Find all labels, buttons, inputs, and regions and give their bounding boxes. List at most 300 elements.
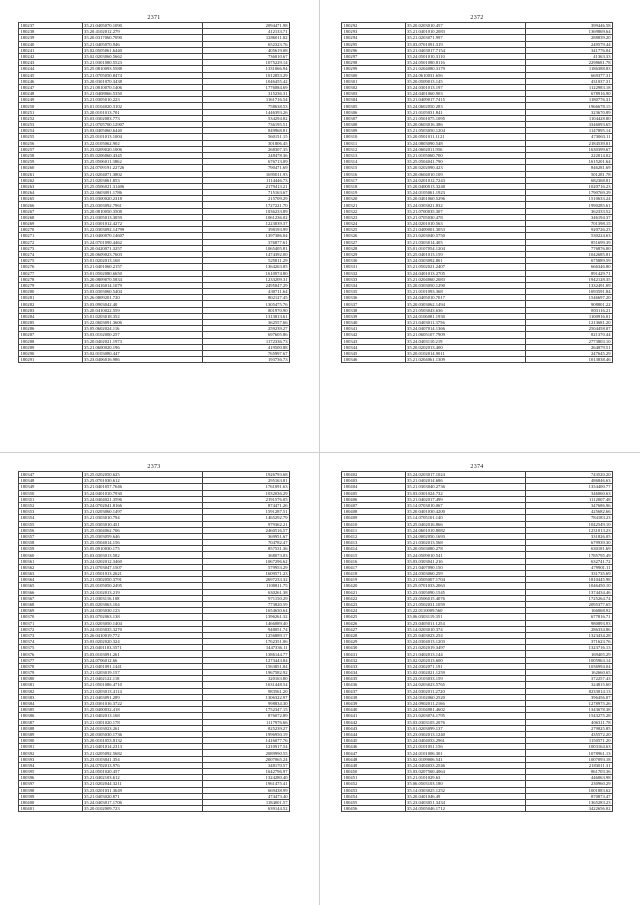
code-cell: 35.24.0301013.197 bbox=[405, 84, 526, 90]
record-number-cell: 180311 bbox=[342, 140, 406, 146]
record-number-cell: 180358 bbox=[19, 540, 83, 546]
code-cell: 35.20.0603016.386 bbox=[405, 122, 526, 128]
record-number-cell: 180366 bbox=[19, 589, 83, 595]
code-cell: 35.21.0705700.12907 bbox=[82, 122, 203, 128]
record-number-cell: 180327 bbox=[342, 239, 406, 245]
code-cell: 35.20.0102014.9011 bbox=[405, 350, 526, 356]
data-table bbox=[18, 22, 290, 363]
amount-cell: 1042549.10 bbox=[526, 521, 613, 527]
amount-cell: 736195.51 bbox=[203, 122, 290, 128]
record-number-cell: 180373 bbox=[19, 632, 83, 638]
amount-cell: 1967582.92 bbox=[203, 670, 290, 676]
code-cell: 35.21.0501075.1095 bbox=[405, 115, 526, 121]
record-number-cell: 180254 bbox=[19, 128, 83, 134]
amount-cell: 1061236.02 bbox=[203, 214, 290, 220]
code-cell: 35.21.0402013.168 bbox=[82, 713, 203, 719]
code-cell: 35.05.0910030.175 bbox=[82, 546, 203, 552]
amount-cell: 347686.96 bbox=[526, 502, 613, 508]
amount-cell: 346194.37 bbox=[526, 214, 613, 220]
code-cell: 35.20.0202090.423 bbox=[405, 165, 526, 171]
code-cell: 35.23.0201031.3649 bbox=[82, 787, 203, 793]
amount-cell: 1078961.13 bbox=[526, 750, 613, 756]
amount-cell: 1184001.57 bbox=[203, 799, 290, 805]
amount-cell: 1256889.17 bbox=[203, 632, 290, 638]
amount-cell: 765997.67 bbox=[203, 350, 290, 356]
amount-cell: 983561.20 bbox=[203, 688, 290, 694]
record-number-cell: 180405 bbox=[342, 490, 406, 496]
amount-cell: 1761091.63 bbox=[203, 484, 290, 490]
record-number-cell: 180434 bbox=[342, 670, 406, 676]
code-cell: 35.21.0405070.946 bbox=[82, 41, 203, 47]
record-number-cell: 180364 bbox=[19, 577, 83, 583]
record-number-cell: 180268 bbox=[19, 214, 83, 220]
code-cell: 35.21.0402103.612 bbox=[82, 775, 203, 781]
code-cell: 35.23.0301016.3722 bbox=[82, 700, 203, 706]
code-cell: 35.21.0405070.1090 bbox=[82, 23, 203, 29]
record-number-cell: 180415 bbox=[342, 552, 406, 558]
amount-cell: 1810445.98 bbox=[526, 577, 613, 583]
code-cell: 35.21.0303116.108 bbox=[82, 595, 203, 601]
record-number-cell: 180413 bbox=[342, 540, 406, 546]
amount-cell: 166068.92 bbox=[526, 608, 613, 614]
record-number-cell: 180374 bbox=[19, 639, 83, 645]
code-cell: 35.21.0402017.499 bbox=[405, 496, 526, 502]
record-number-cell: 180262 bbox=[19, 177, 83, 183]
record-number-cell: 180381 bbox=[19, 682, 83, 688]
code-cell: 35.21.0502031.1059 bbox=[405, 601, 526, 607]
record-number-cell: 180334 bbox=[342, 282, 406, 288]
amount-cell: 435572.20 bbox=[526, 731, 613, 737]
code-cell: 35.03.0303060.5404 bbox=[82, 289, 203, 295]
amount-cell: 1343678.38 bbox=[526, 707, 613, 713]
code-cell: 35.21.0204071.3802 bbox=[82, 171, 203, 177]
amount-cell: 362557.66 bbox=[203, 320, 290, 326]
amount-cell: 2094471.98 bbox=[203, 23, 290, 29]
record-number-cell: 180425 bbox=[342, 614, 406, 620]
record-number-cell: 180240 bbox=[19, 41, 83, 47]
code-cell: 35.25.0105050.2495 bbox=[82, 583, 203, 589]
code-cell: 35.23.0303092.7961 bbox=[82, 202, 203, 208]
amount-cell: 1122983.18 bbox=[526, 84, 613, 90]
record-number-cell: 180371 bbox=[19, 620, 83, 626]
code-cell: 35.21.0302050.3791 bbox=[82, 577, 203, 583]
record-number-cell: 180388 bbox=[19, 725, 83, 731]
amount-cell: 920726.23 bbox=[526, 227, 613, 233]
code-cell: 35.21.0403020.871 bbox=[82, 793, 203, 799]
amount-cell: 1117976.66 bbox=[203, 719, 290, 725]
code-cell: 35.20.0420071.3257 bbox=[82, 245, 203, 251]
code-cell: 35.24.0505046.1712 bbox=[405, 806, 526, 812]
document-panel bbox=[18, 463, 290, 812]
code-cell: 35.24.0104081.4602 bbox=[405, 707, 526, 713]
code-cell: 35.25.0303010.451 bbox=[82, 521, 203, 527]
amount-cell: 288839.20 bbox=[526, 35, 613, 41]
amount-cell: 874471.26 bbox=[203, 502, 290, 508]
code-cell: 35.03.0202020.324 bbox=[82, 639, 203, 645]
code-cell: 35.24.0401013.2705 bbox=[405, 270, 526, 276]
code-cell: 35.24.0201012.7243 bbox=[405, 177, 526, 183]
record-number-cell: 180416 bbox=[342, 558, 406, 564]
code-cell: 35.03.0207560.4064 bbox=[405, 769, 526, 775]
record-number-cell: 180318 bbox=[342, 183, 406, 189]
code-cell: 35.24.0002050.1693 bbox=[405, 533, 526, 539]
record-number-cell: 180361 bbox=[19, 558, 83, 564]
amount-cell: 399446.58 bbox=[526, 23, 613, 29]
code-cell: 35.14.0703010.067 bbox=[405, 502, 526, 508]
record-number-cell: 180270 bbox=[19, 227, 83, 233]
amount-cell: 1042685.81 bbox=[526, 251, 613, 257]
record-number-cell: 180402 bbox=[342, 472, 406, 478]
amount-cell: 1727221.70 bbox=[203, 202, 290, 208]
record-number-cell: 180429 bbox=[342, 639, 406, 645]
amount-cell: 876072.89 bbox=[203, 713, 290, 719]
amount-cell: 1180776.31 bbox=[526, 97, 613, 103]
code-cell: 35.24.0401060.903 bbox=[405, 91, 526, 97]
code-cell: 35.24.0303030.123 bbox=[82, 608, 203, 614]
record-number-cell: 180365 bbox=[19, 583, 83, 589]
amount-cell: 891429.71 bbox=[526, 270, 613, 276]
amount-cell: 1776084.69 bbox=[203, 84, 290, 90]
code-cell: 35.23.0305090.1545 bbox=[405, 589, 526, 595]
amount-cell: 1067296.62 bbox=[203, 558, 290, 564]
code-cell: 35.02.0109006.541 bbox=[405, 756, 526, 762]
amount-cell: 1465292.79 bbox=[203, 515, 290, 521]
record-number-cell: 180317 bbox=[342, 177, 406, 183]
amount-cell: 1364263.85 bbox=[203, 264, 290, 270]
amount-cell: 825239.27 bbox=[203, 725, 290, 731]
record-number-cell: 180326 bbox=[342, 233, 406, 239]
amount-cell: 979362.21 bbox=[203, 521, 290, 527]
code-cell: 35.02.0202013.600 bbox=[405, 657, 526, 663]
code-cell: 35.24.0203023.5765 bbox=[405, 682, 526, 688]
amount-cell: 1961475.41 bbox=[203, 781, 290, 787]
code-cell: 35.24.0302011.2720 bbox=[405, 688, 526, 694]
amount-cell: 1591287.51 bbox=[203, 509, 290, 515]
code-cell: 35.24.0501080.8116 bbox=[405, 60, 526, 66]
table-row bbox=[342, 806, 613, 812]
record-number-cell: 180263 bbox=[19, 183, 83, 189]
record-number-cell: 180410 bbox=[342, 521, 406, 527]
code-cell: 35.21.0403091.289 bbox=[82, 694, 203, 700]
code-cell: 35.01.0104020.3102 bbox=[82, 103, 203, 109]
amount-cell: 1610974.80 bbox=[203, 270, 290, 276]
code-cell: 35.02.0302021.1259 bbox=[405, 670, 526, 676]
record-number-cell: 180431 bbox=[342, 651, 406, 657]
record-number-cell: 180447 bbox=[342, 750, 406, 756]
amount-cell: 998834.30 bbox=[203, 700, 290, 706]
amount-cell: 1396261.32 bbox=[203, 614, 290, 620]
record-number-cell: 180256 bbox=[19, 140, 83, 146]
code-cell: 35.21.0303014.405 bbox=[405, 239, 526, 245]
amount-cell: 473063.11 bbox=[526, 134, 613, 140]
amount-cell: 1223039.37 bbox=[203, 221, 290, 227]
record-number-cell: 180442 bbox=[342, 719, 406, 725]
code-cell: 35.21.0101093.368 bbox=[405, 289, 526, 295]
code-cell: 35.21.0203071.997 bbox=[405, 35, 526, 41]
amount-cell: 2697233.32 bbox=[203, 577, 290, 583]
amount-cell: 1332491.09 bbox=[526, 282, 613, 288]
record-number-cell: 180414 bbox=[342, 546, 406, 552]
code-cell: 35.26.0809201.720 bbox=[82, 295, 203, 301]
record-number-cell: 180307 bbox=[342, 115, 406, 121]
code-cell: 35.21.0408066.5350 bbox=[82, 91, 203, 97]
record-number-cell: 180393 bbox=[19, 756, 83, 762]
amount-cell: 1966678.15 bbox=[526, 103, 613, 109]
code-cell: 35.21.0705050.8474 bbox=[82, 72, 203, 78]
code-cell: 35.24.0702013.976 bbox=[82, 762, 203, 768]
record-number-cell: 180379 bbox=[19, 670, 83, 676]
record-number-cell: 180258 bbox=[19, 152, 83, 158]
amount-cell: 1114446.73 bbox=[203, 177, 290, 183]
record-number-cell: 180340 bbox=[342, 320, 406, 326]
code-cell: 35.21.0400070.14607 bbox=[82, 233, 203, 239]
code-cell: 35.03.0301024.732 bbox=[405, 490, 526, 496]
amount-cell: 2773803.10 bbox=[526, 338, 613, 344]
amount-cell: 1210917.54 bbox=[203, 744, 290, 750]
record-number-cell: 180391 bbox=[19, 744, 83, 750]
code-cell: 35.21.0105060.700 bbox=[405, 152, 526, 158]
code-cell: 35.21.0403017.7154 bbox=[405, 47, 526, 53]
code-cell: 35.21.0600020.196 bbox=[82, 344, 203, 350]
record-number-cell: 180398 bbox=[19, 787, 83, 793]
code-cell: 35.25.0810093.5588 bbox=[82, 66, 203, 72]
record-number-cell: 180396 bbox=[19, 775, 83, 781]
amount-cell: 268307.35 bbox=[203, 146, 290, 152]
amount-cell: 1474392.00 bbox=[203, 251, 290, 257]
amount-cell: 1631448.54 bbox=[203, 682, 290, 688]
record-number-cell: 180357 bbox=[19, 533, 83, 539]
record-number-cell: 180267 bbox=[19, 208, 83, 214]
record-number-cell: 180348 bbox=[19, 478, 83, 484]
amount-cell: 264879.51 bbox=[526, 344, 613, 350]
code-cell: 35.24.0501010.3110 bbox=[405, 53, 526, 59]
code-cell: 35.23.0209020.1006 bbox=[82, 146, 203, 152]
amount-cell: 861703.36 bbox=[526, 769, 613, 775]
amount-cell: 715163.67 bbox=[203, 190, 290, 196]
code-cell: 35.21.0305010.223 bbox=[82, 97, 203, 103]
amount-cell: 697605.86 bbox=[203, 332, 290, 338]
record-number-cell: 180320 bbox=[342, 196, 406, 202]
record-number-cell: 180282 bbox=[19, 301, 83, 307]
code-cell: 35.21.0204080.3179 bbox=[405, 66, 526, 72]
record-number-cell: 180288 bbox=[19, 338, 83, 344]
code-cell: 35.25.0401013.159 bbox=[405, 251, 526, 257]
code-cell: 35.21.0204061.1309 bbox=[405, 357, 526, 363]
code-cell: 35.24.0404033.2546 bbox=[405, 762, 526, 768]
amount-cell: 1642796.97 bbox=[203, 769, 290, 775]
code-cell: 35.05.0206060.4345 bbox=[82, 152, 203, 158]
amount-cell: 1323716.13 bbox=[526, 645, 613, 651]
record-number-cell: 180403 bbox=[342, 478, 406, 484]
code-cell: 35.21.0204060.2083 bbox=[405, 276, 526, 282]
amount-cell: 348170.57 bbox=[203, 762, 290, 768]
code-cell: 35.20.0203010.457 bbox=[405, 23, 526, 29]
code-cell: 35.24.0203017.1024 bbox=[405, 472, 526, 478]
record-number-cell: 180345 bbox=[342, 350, 406, 356]
amount-cell: 849968.81 bbox=[203, 128, 290, 134]
amount-cell: 784183.23 bbox=[526, 515, 613, 521]
record-number-cell: 180432 bbox=[342, 657, 406, 663]
amount-cell: 675889.59 bbox=[526, 258, 613, 264]
record-number-cell: 180302 bbox=[342, 84, 406, 90]
record-number-cell: 180423 bbox=[342, 601, 406, 607]
code-cell: 35.21.0409017.7415 bbox=[405, 97, 526, 103]
record-number-cell: 180241 bbox=[19, 47, 83, 53]
record-number-cell: 180274 bbox=[19, 251, 83, 257]
code-cell: 35.21.0301080.5523 bbox=[82, 60, 203, 66]
amount-cell: 821370.44 bbox=[526, 332, 613, 338]
record-number-cell: 180453 bbox=[342, 787, 406, 793]
code-cell: 35.21.0403011.3756 bbox=[405, 320, 526, 326]
record-number-cell: 180352 bbox=[19, 502, 83, 508]
record-number-cell: 180407 bbox=[342, 502, 406, 508]
record-number-cell: 180422 bbox=[342, 595, 406, 601]
record-number-cell: 180278 bbox=[19, 276, 83, 282]
amount-cell: 1007093.18 bbox=[526, 756, 613, 762]
amount-cell: 324815.60 bbox=[526, 682, 613, 688]
record-number-cell: 180342 bbox=[342, 332, 406, 338]
amount-cell: 323670.89 bbox=[526, 109, 613, 115]
code-cell: 35.25.0303059.646 bbox=[82, 533, 203, 539]
amount-cell: 803116.21 bbox=[526, 307, 613, 313]
amount-cell: 1695011.93 bbox=[203, 171, 290, 177]
record-number-cell: 180430 bbox=[342, 645, 406, 651]
record-number-cell: 180237 bbox=[19, 23, 83, 29]
code-cell: 35.24.0401010.7930 bbox=[82, 490, 203, 496]
amount-cell: 1446393.26 bbox=[203, 109, 290, 115]
amount-cell: 790471.69 bbox=[203, 165, 290, 171]
record-number-cell: 180449 bbox=[342, 762, 406, 768]
code-cell: 35.20.0410022.559 bbox=[82, 307, 203, 313]
record-number-cell: 180369 bbox=[19, 608, 83, 614]
code-cell: 35.02.0203060.5662 bbox=[82, 53, 203, 59]
amount-cell: 1172336.73 bbox=[203, 338, 290, 344]
code-cell: 35.06.0503103.180 bbox=[405, 781, 526, 787]
amount-cell: 1926793.68 bbox=[203, 472, 290, 478]
code-cell: 35.21.0700035.307 bbox=[405, 208, 526, 214]
code-cell: 35.24.0610031.656 bbox=[405, 72, 526, 78]
record-number-cell: 180325 bbox=[342, 227, 406, 233]
record-number-cell: 180390 bbox=[19, 738, 83, 744]
record-number-cell: 180456 bbox=[342, 806, 406, 812]
record-number-cell: 180346 bbox=[342, 357, 406, 363]
record-number-cell: 180411 bbox=[342, 527, 406, 533]
table-row bbox=[19, 806, 290, 812]
record-number-cell: 180328 bbox=[342, 245, 406, 251]
code-cell: 35.24.0403017.1706 bbox=[82, 799, 203, 805]
amount-cell: 2298681.78 bbox=[526, 60, 613, 66]
amount-cell: 430711.64 bbox=[203, 289, 290, 295]
amount-cell: 1150571.20 bbox=[526, 738, 613, 744]
code-cell: 35.03.0300020.2318 bbox=[82, 196, 203, 202]
record-number-cell: 180389 bbox=[19, 731, 83, 737]
record-number-cell: 180452 bbox=[342, 781, 406, 787]
code-cell: 35.25.0400032.418 bbox=[82, 707, 203, 713]
amount-cell: 1563851.84 bbox=[203, 663, 290, 669]
amount-cell: 846281.69 bbox=[526, 165, 613, 171]
code-cell: 35.20.0810050.3508 bbox=[82, 208, 203, 214]
code-cell: 35.23.0103033.159 bbox=[405, 676, 526, 682]
code-cell: 35.03.0303013.582 bbox=[82, 552, 203, 558]
amount-cell: 1036233.89 bbox=[203, 208, 290, 214]
amount-cell: 501281.78 bbox=[526, 171, 613, 177]
record-number-cell: 180248 bbox=[19, 91, 83, 97]
amount-cell: 346060.63 bbox=[526, 490, 613, 496]
code-cell: 35.20.0303062.1494 bbox=[405, 301, 526, 307]
record-number-cell: 180397 bbox=[19, 781, 83, 787]
code-cell: 35.20.0401030.4200 bbox=[405, 509, 526, 515]
record-number-cell: 180378 bbox=[19, 663, 83, 669]
code-cell: 35.24.0106081.1930 bbox=[405, 313, 526, 319]
code-cell: 35.23.0506015.4076 bbox=[405, 595, 526, 601]
code-cell: 35.20.0809070.5834 bbox=[82, 276, 203, 282]
amount-cell: 371623.76 bbox=[526, 639, 613, 645]
record-number-cell: 180283 bbox=[19, 307, 83, 313]
amount-cell: 193736.73 bbox=[203, 357, 290, 363]
amount-cell: 1323434.28 bbox=[526, 632, 613, 638]
record-number-cell: 180332 bbox=[342, 270, 406, 276]
page-divider-horizontal bbox=[0, 452, 640, 453]
amount-cell: 8233014.13 bbox=[526, 688, 613, 694]
record-number-cell: 180377 bbox=[19, 657, 83, 663]
record-number-cell: 180295 bbox=[342, 41, 406, 47]
amount-cell: 2504458.07 bbox=[526, 326, 613, 332]
amount-cell: 1397386.04 bbox=[203, 233, 290, 239]
record-number-cell: 180386 bbox=[19, 713, 83, 719]
record-number-cell: 180353 bbox=[19, 509, 83, 515]
record-number-cell: 180297 bbox=[342, 53, 406, 59]
record-number-cell: 180439 bbox=[342, 700, 406, 706]
record-number-cell: 180349 bbox=[19, 484, 83, 490]
amount-cell: 1369869.64 bbox=[526, 29, 613, 35]
code-cell: 35.24.0902011.2166 bbox=[405, 700, 526, 706]
code-cell: 35.20.0401046.49 bbox=[405, 793, 526, 799]
amount-cell: 1752347.15 bbox=[203, 707, 290, 713]
amount-cell: 1543275.28 bbox=[526, 713, 613, 719]
amount-cell: 1305475.76 bbox=[203, 301, 290, 307]
amount-cell: 222014.02 bbox=[526, 152, 613, 158]
record-number-cell: 180299 bbox=[342, 66, 406, 72]
amount-cell: 279825.85 bbox=[526, 725, 613, 731]
record-number-cell: 180324 bbox=[342, 221, 406, 227]
amount-cell: 851699.39 bbox=[526, 239, 613, 245]
record-number-cell: 180435 bbox=[342, 676, 406, 682]
amount-cell: 971150.29 bbox=[203, 595, 290, 601]
code-cell: 35.24.0404021.3596 bbox=[82, 496, 203, 502]
amount-cell: 412133.71 bbox=[203, 29, 290, 35]
amount-cell: 396456.07 bbox=[526, 694, 613, 700]
amount-cell: 248478.36 bbox=[203, 152, 290, 158]
amount-cell: 1654630.64 bbox=[203, 608, 290, 614]
record-number-cell: 180335 bbox=[342, 289, 406, 295]
amount-cell: 247645.29 bbox=[526, 350, 613, 356]
amount-cell: 1693591.84 bbox=[526, 289, 613, 295]
record-number-cell: 180336 bbox=[342, 295, 406, 301]
amount-cell: 679939.30 bbox=[526, 540, 613, 546]
amount-cell: 678916.90 bbox=[526, 91, 613, 97]
code-cell: 35.21.0202019.3497 bbox=[405, 645, 526, 651]
code-cell: 35.21.0101029.63 bbox=[405, 775, 526, 781]
amount-cell: 1609571.23 bbox=[203, 571, 290, 577]
record-number-cell: 180312 bbox=[342, 146, 406, 152]
code-cell: 35.24.0102060.2520 bbox=[405, 694, 526, 700]
record-number-cell: 180437 bbox=[342, 688, 406, 694]
amount-cell: 2495047.29 bbox=[203, 282, 290, 288]
amount-cell: 1466089.40 bbox=[203, 620, 290, 626]
amount-cell: 857531.36 bbox=[203, 546, 290, 552]
record-number-cell: 180428 bbox=[342, 632, 406, 638]
code-cell: 35.21.0501013.2621 bbox=[82, 571, 203, 577]
